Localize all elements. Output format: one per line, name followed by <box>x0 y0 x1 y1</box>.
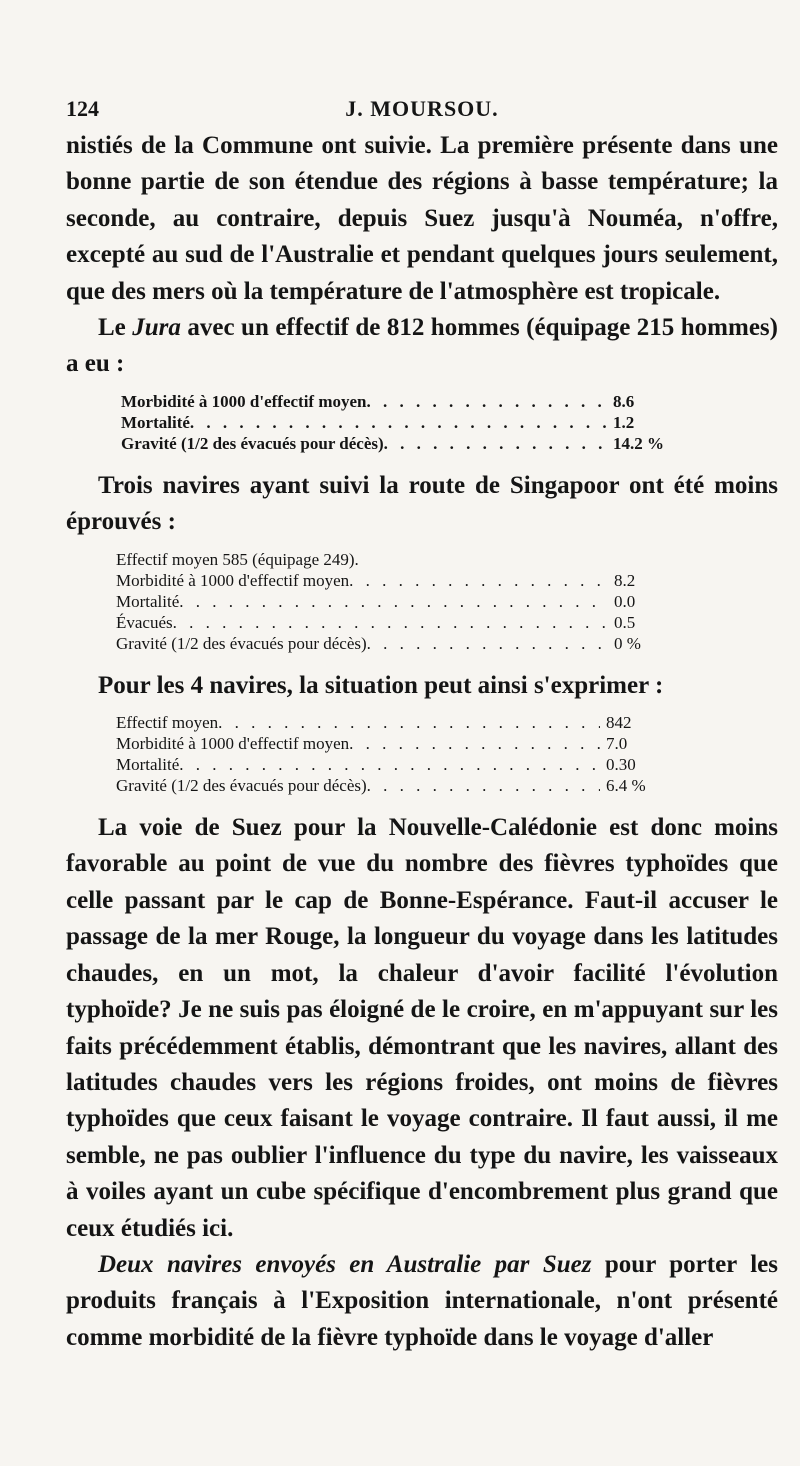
table-row <box>116 612 684 633</box>
row-label: Mortalité <box>116 755 180 775</box>
row-label: Mortalité <box>121 412 190 432</box>
table-row <box>116 633 684 654</box>
paragraph-3: Trois navires ayant suivi la route de Singapoor ont été moins éprouvés : <box>66 471 778 536</box>
table-row <box>121 412 683 433</box>
table-singapoor <box>66 549 684 654</box>
table-row <box>121 391 683 412</box>
page-number: 124 <box>66 96 99 121</box>
table-row <box>121 433 683 454</box>
table-row <box>116 754 676 775</box>
row-label: Morbidité à 1000 d'effectif moyen <box>116 570 350 590</box>
table-row <box>116 591 684 612</box>
row-label: Gravité (1/2 des évacués pour décès) <box>116 633 367 653</box>
paragraph-2 <box>66 310 778 383</box>
row-label: Mortalité <box>116 591 180 611</box>
ship-name: Jura <box>132 314 181 342</box>
para2-pre: Le <box>98 314 133 342</box>
paragraph-5: La voie de Suez pour la Nouvelle-Calédonie est donc moins favorable au point de vue du nombre des fièvres typhoïdes que celle passant par le cap de Bonne-Espérance. Faut-il accuser le passage de la mer Rouge, la longueur du voyage dans les latitudes chaudes, en un mot, la chaleur d'avoir facilité l'évolution typhoïde? Je ne suis pas éloigné de le croire, en m'appuyant sur les faits précédemment établis, démontrant que les navires, allant des latitudes chaudes vers les régions froides, ont moins de fièvres typhoïdes que ceux faisant le voyage contraire. Il faut aussi, il me semble, ne pas oublier l'influence du type du navire, les vaisseaux à voiles ayant un cube spécifique d'encombrement plus grand que ceux étudiés ici. <box>66 814 778 1242</box>
row-value: 14.2 % <box>613 433 664 453</box>
row-label: Gravité (1/2 des évacués pour décès) <box>116 776 367 796</box>
book-page <box>66 92 778 1356</box>
table-four-ships <box>66 712 676 796</box>
row-value: 0 % <box>614 633 641 653</box>
row-label: Morbidité à 1000 d'effectif moyen <box>121 391 367 411</box>
table-row <box>116 570 684 591</box>
row-label: Effectif moyen <box>116 713 219 733</box>
row-value: 842 <box>606 713 632 733</box>
paragraph-6 <box>66 1247 778 1356</box>
table-row <box>116 712 676 733</box>
row-label: Évacués <box>116 612 173 632</box>
row-value: 0.0 <box>614 591 636 611</box>
row-value: 7.0 <box>606 734 628 754</box>
paragraph-1: nistiés de la Commune ont suivie. La première présente dans une bonne partie de son étendue des régions à basse température; la seconde, au contraire, depuis Suez jusqu'à Nouméa, n'offre, excepté au sud de l'Australie et pendant quelques jours seulement, que des mers où la température de l'atmosphère est tropicale. <box>66 132 778 305</box>
row-value: 0.30 <box>606 755 636 775</box>
row-value: 1.2 <box>613 412 635 432</box>
para6-rest: pour porter les produits français à l'Exposition internationale, n'ont présenté comme morbidité de la fièvre typhoïde dans le voyage d'aller <box>66 1250 778 1351</box>
row-value: 6.4 % <box>606 776 646 796</box>
table-row <box>116 775 676 796</box>
row-value: 8.6 <box>613 391 635 411</box>
row-label: Gravité (1/2 des évacués pour décès) <box>121 433 384 453</box>
para6-italic: Deux navires envoyés en Australie par Suez <box>98 1250 592 1278</box>
row-value: 8.2 <box>614 570 636 590</box>
para2-post: avec un effectif de 812 hommes (équipage 215 hommes) a eu : <box>66 314 778 378</box>
table-jura <box>66 391 683 454</box>
paragraph-4: Pour les 4 navires, la situation peut ainsi s'exprimer : <box>98 671 664 699</box>
author-header: J. MOURSOU. <box>345 96 499 121</box>
row-value: 0.5 <box>614 612 636 632</box>
table-intro: Effectif moyen 585 (équipage 249). <box>116 549 359 569</box>
row-label: Morbidité à 1000 d'effectif moyen <box>116 734 350 754</box>
table-row <box>116 733 676 754</box>
running-header <box>66 92 778 128</box>
